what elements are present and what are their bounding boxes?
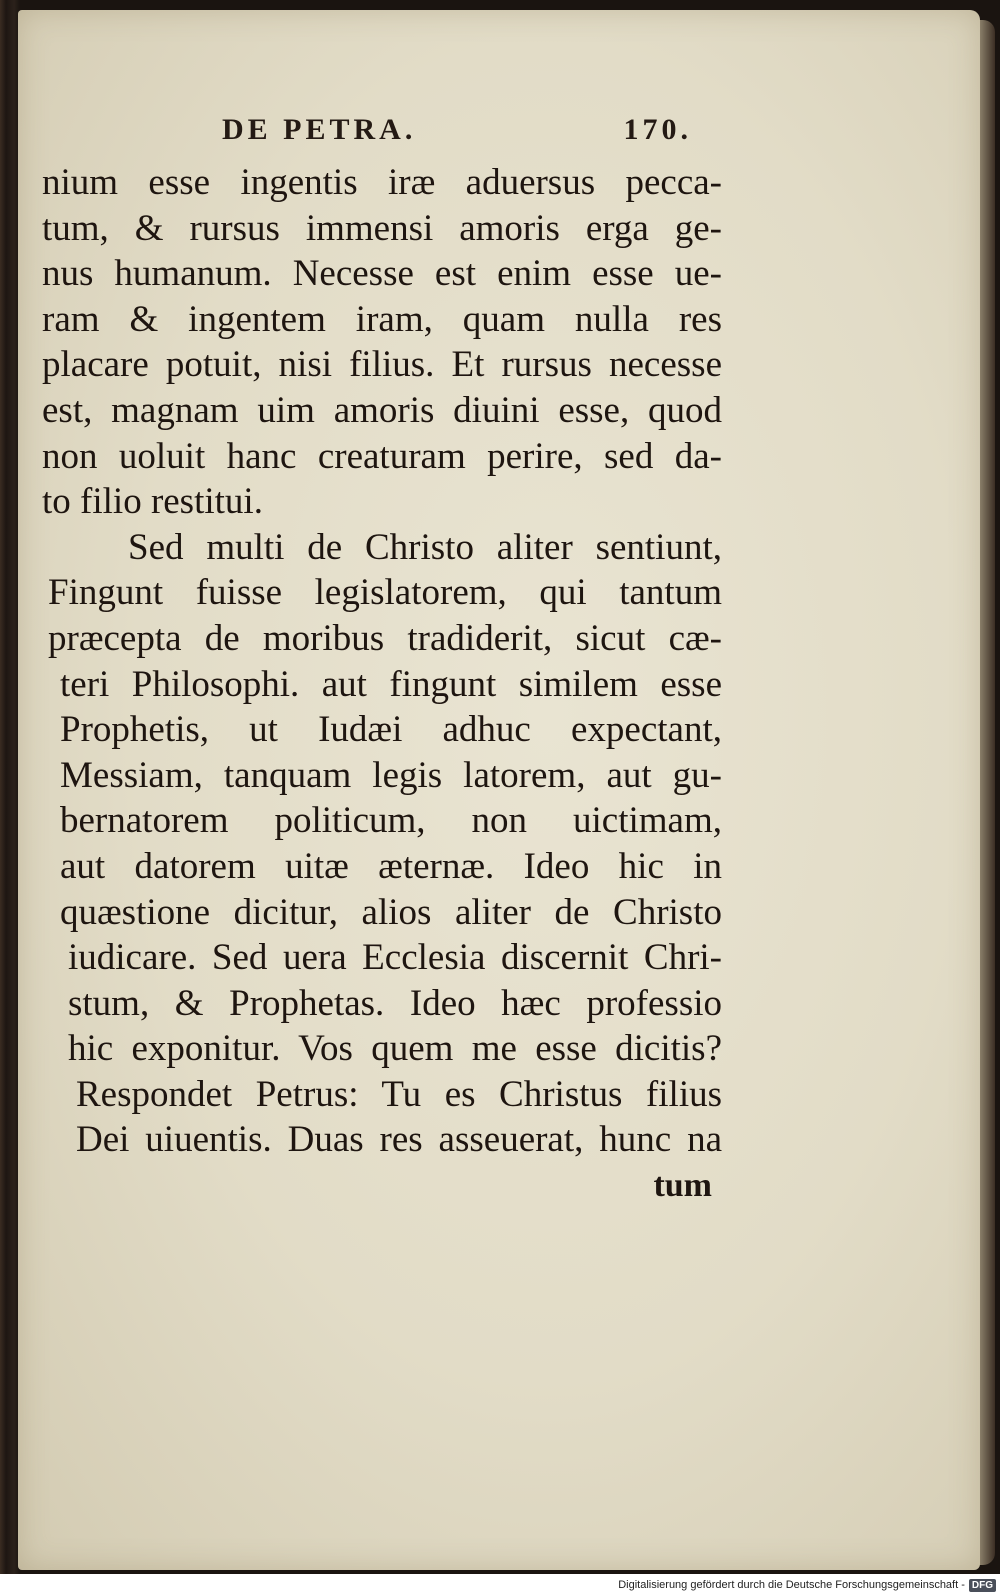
- text-line: nium esse ingentis iræ aduersus pecca-: [42, 162, 722, 203]
- text-line: Respondet Petrus: Tu es Christus filius: [76, 1073, 722, 1115]
- text-line: Messiam, tanquam legis latorem, aut gu-: [60, 754, 722, 796]
- text-line: aut datorem uitæ æternæ. Ideo hic in: [60, 845, 722, 887]
- text-line: Prophetis, ut Iudæi adhuc expectant,: [60, 709, 722, 751]
- page-number: 170.: [623, 113, 692, 146]
- text-line: quæstione dicitur, alios aliter de Christo: [60, 891, 722, 933]
- text-line: præcepta de moribus tradiderit, sicut cæ-: [48, 617, 722, 659]
- paragraph-start: Sed multi de Christo aliter sentiunt,: [128, 526, 722, 568]
- text-line: nus humanum. Necesse est enim esse ue-: [42, 253, 722, 295]
- text-line: to filio restitui.: [42, 481, 263, 523]
- text-line: bernatorem politicum, non uictimam,: [60, 800, 722, 842]
- text-line: iudicare. Sed uera Ecclesia discernit Chri-: [68, 937, 722, 979]
- running-title: DE PETRA.: [222, 113, 417, 146]
- dfg-logo: DFG: [969, 1579, 996, 1592]
- text-line: placare potuit, nisi filius. Et rursus necesse: [42, 344, 722, 386]
- text-line: Dei uiuentis. Duas res asseuerat, hunc na: [76, 1119, 722, 1161]
- text-line: teri Philosophi. aut fingunt similem esse: [60, 663, 722, 705]
- text-block: [42, 160, 722, 1209]
- catchword: tum: [653, 1167, 712, 1205]
- text-line: est, magnam uim amoris diuini esse, quod: [42, 389, 722, 431]
- text-line: hic exponitur. Vos quem me esse dicitis?: [68, 1028, 722, 1070]
- text-line: ram & ingentem iram, quam nulla res: [42, 298, 722, 340]
- text-line: non uoluit hanc creaturam perire, sed da-: [42, 435, 722, 477]
- text-line: Fingunt fuisse legislatorem, qui tantum: [48, 572, 722, 614]
- digitization-footer: [0, 1574, 1000, 1596]
- text-line: tum, & rursus immensi amoris erga ge-: [42, 207, 722, 249]
- running-head: [222, 113, 692, 155]
- footer-credit: Digitalisierung gefördert durch die Deutsche Forschungsgemeinschaft -: [618, 1579, 965, 1591]
- text-line: stum, & Prophetas. Ideo hæc professio: [68, 982, 722, 1024]
